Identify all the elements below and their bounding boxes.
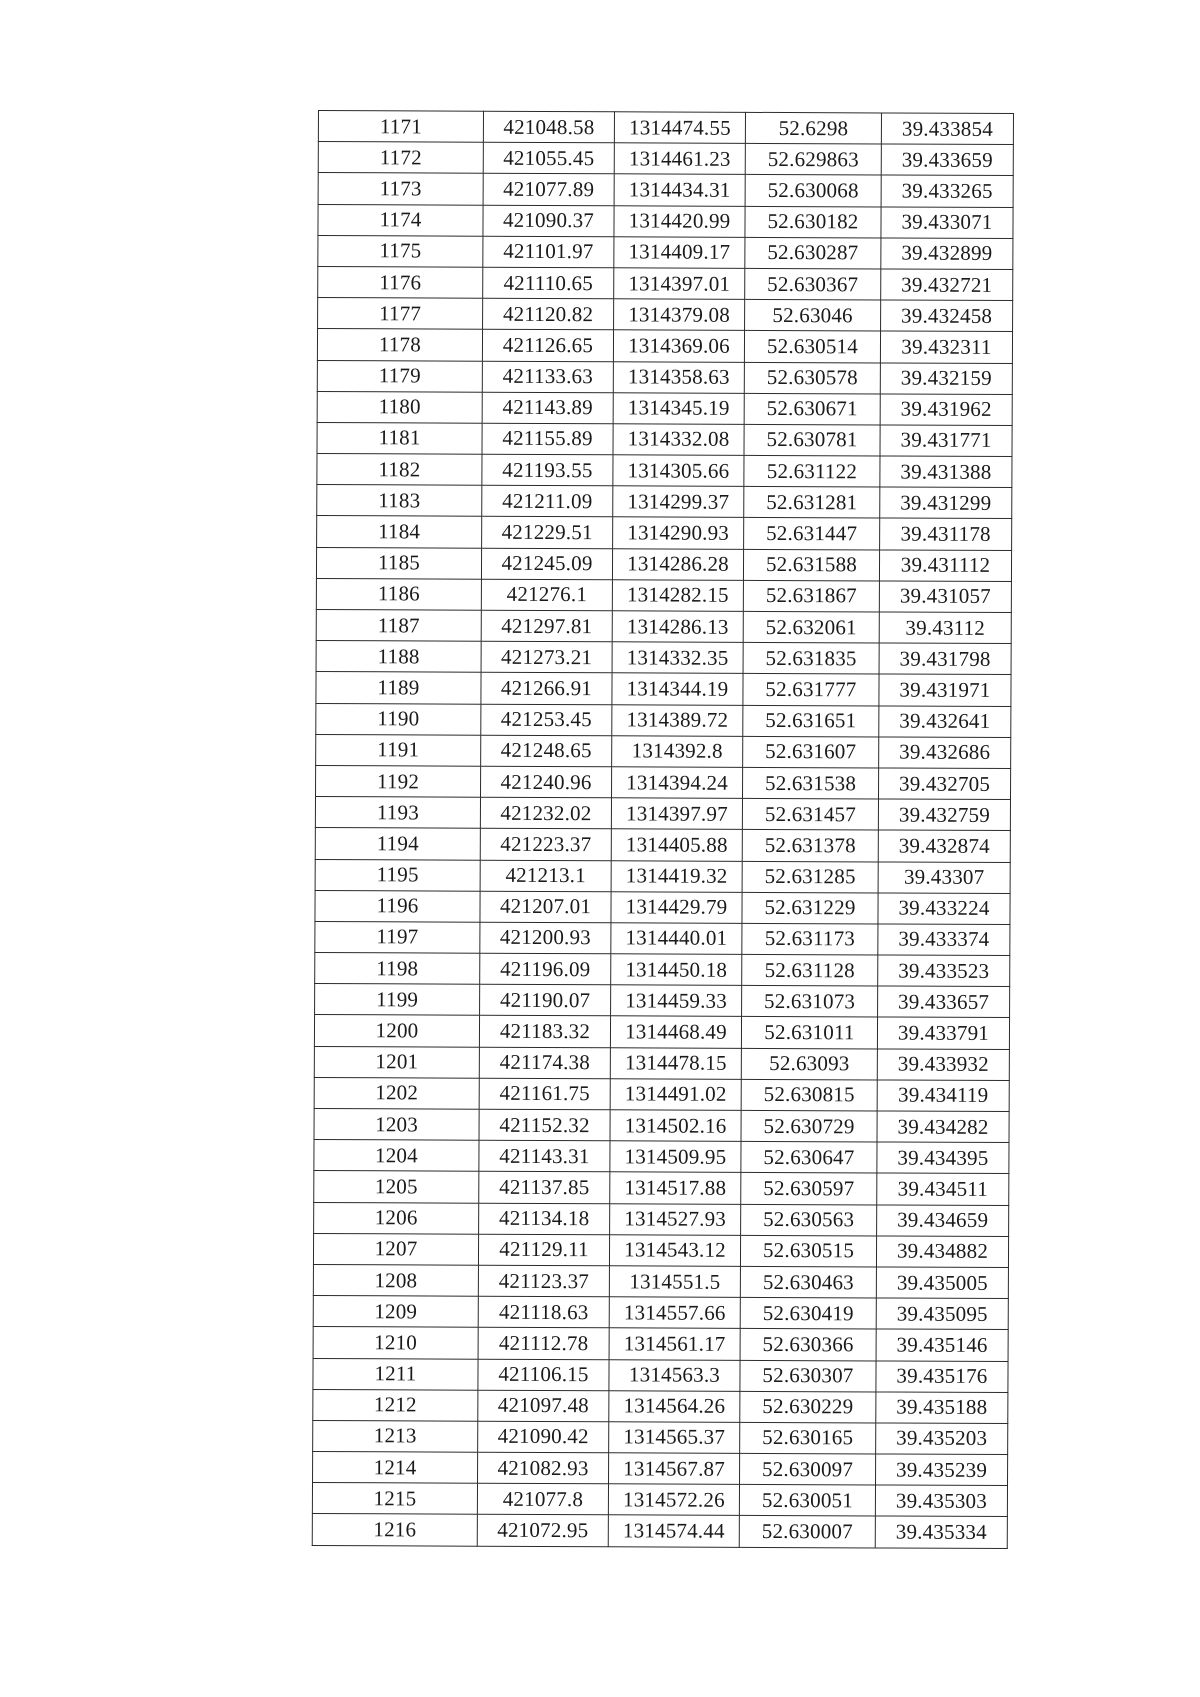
latitude-cell: 52.631122 bbox=[744, 455, 880, 487]
y-coordinate-cell: 1314440.01 bbox=[611, 923, 742, 955]
latitude-cell: 52.630229 bbox=[740, 1391, 876, 1423]
latitude-cell: 52.630307 bbox=[740, 1360, 876, 1392]
latitude-cell: 52.630051 bbox=[739, 1485, 875, 1517]
y-coordinate-cell: 1314474.55 bbox=[614, 112, 745, 144]
point-number-cell: 1207 bbox=[313, 1233, 478, 1265]
longitude-cell: 39.435176 bbox=[876, 1360, 1008, 1392]
latitude-cell: 52.632061 bbox=[743, 611, 879, 643]
longitude-cell: 39.432311 bbox=[880, 331, 1012, 363]
y-coordinate-cell: 1314450.18 bbox=[611, 954, 742, 986]
y-coordinate-cell: 1314286.13 bbox=[612, 611, 743, 643]
point-number-cell: 1174 bbox=[318, 204, 483, 236]
y-coordinate-cell: 1314332.08 bbox=[613, 424, 744, 456]
x-coordinate-cell: 421161.75 bbox=[479, 1078, 610, 1110]
y-coordinate-cell: 1314434.31 bbox=[614, 174, 745, 206]
x-coordinate-cell: 421266.91 bbox=[481, 673, 612, 705]
table-row bbox=[313, 1264, 1008, 1298]
y-coordinate-cell: 1314551.5 bbox=[609, 1266, 740, 1298]
x-coordinate-cell: 421232.02 bbox=[480, 797, 611, 829]
coordinates-table-body bbox=[312, 111, 1013, 1549]
y-coordinate-cell: 1314379.08 bbox=[614, 299, 745, 331]
x-coordinate-cell: 421112.78 bbox=[478, 1328, 609, 1360]
longitude-cell: 39.431178 bbox=[880, 518, 1012, 550]
latitude-cell: 52.631835 bbox=[743, 643, 879, 675]
point-number-cell: 1178 bbox=[317, 329, 482, 361]
point-number-cell: 1192 bbox=[316, 765, 481, 797]
table-row bbox=[317, 516, 1012, 550]
table-row bbox=[315, 859, 1010, 893]
table-row bbox=[316, 547, 1011, 581]
x-coordinate-cell: 421077.89 bbox=[483, 174, 614, 206]
longitude-cell: 39.431388 bbox=[880, 456, 1012, 488]
point-number-cell: 1191 bbox=[316, 734, 481, 766]
latitude-cell: 52.631447 bbox=[744, 518, 880, 550]
x-coordinate-cell: 421082.93 bbox=[478, 1452, 609, 1484]
y-coordinate-cell: 1314429.79 bbox=[611, 891, 742, 923]
point-number-cell: 1196 bbox=[315, 890, 480, 922]
table-row bbox=[318, 173, 1013, 207]
point-number-cell: 1194 bbox=[315, 828, 480, 860]
y-coordinate-cell: 1314572.26 bbox=[608, 1484, 739, 1516]
point-number-cell: 1181 bbox=[317, 422, 482, 454]
latitude-cell: 52.631588 bbox=[743, 549, 879, 581]
latitude-cell: 52.630068 bbox=[745, 175, 881, 207]
point-number-cell: 1195 bbox=[315, 859, 480, 891]
longitude-cell: 39.431971 bbox=[879, 674, 1011, 706]
longitude-cell: 39.432874 bbox=[878, 830, 1010, 862]
y-coordinate-cell: 1314543.12 bbox=[609, 1235, 740, 1267]
table-row bbox=[312, 1483, 1007, 1517]
x-coordinate-cell: 421077.8 bbox=[477, 1483, 608, 1515]
latitude-cell: 52.631607 bbox=[743, 736, 879, 768]
point-number-cell: 1187 bbox=[316, 609, 481, 641]
x-coordinate-cell: 421143.31 bbox=[479, 1140, 610, 1172]
table-row bbox=[317, 485, 1012, 519]
table-row bbox=[313, 1358, 1008, 1392]
table-row bbox=[316, 672, 1011, 706]
y-coordinate-cell: 1314561.17 bbox=[609, 1328, 740, 1360]
longitude-cell: 39.432899 bbox=[881, 238, 1013, 270]
longitude-cell: 39.435203 bbox=[876, 1423, 1008, 1455]
longitude-cell: 39.431771 bbox=[880, 425, 1012, 457]
table-row bbox=[315, 953, 1010, 987]
point-number-cell: 1184 bbox=[317, 516, 482, 548]
point-number-cell: 1216 bbox=[312, 1514, 477, 1546]
longitude-cell: 39.432159 bbox=[880, 362, 1012, 394]
latitude-cell: 52.630578 bbox=[744, 362, 880, 394]
y-coordinate-cell: 1314299.37 bbox=[613, 486, 744, 518]
table-row bbox=[317, 391, 1012, 425]
x-coordinate-cell: 421213.1 bbox=[480, 860, 611, 892]
latitude-cell: 52.630463 bbox=[740, 1266, 876, 1298]
point-number-cell: 1215 bbox=[312, 1483, 477, 1515]
point-number-cell: 1209 bbox=[313, 1296, 478, 1328]
latitude-cell: 52.631777 bbox=[743, 674, 879, 706]
table-row bbox=[314, 1108, 1009, 1142]
x-coordinate-cell: 421211.09 bbox=[482, 485, 613, 517]
longitude-cell: 39.431299 bbox=[880, 487, 1012, 519]
y-coordinate-cell: 1314397.97 bbox=[611, 798, 742, 830]
x-coordinate-cell: 421090.37 bbox=[483, 205, 614, 237]
x-coordinate-cell: 421118.63 bbox=[478, 1296, 609, 1328]
x-coordinate-cell: 421072.95 bbox=[477, 1515, 608, 1547]
x-coordinate-cell: 421120.82 bbox=[483, 298, 614, 330]
latitude-cell: 52.630165 bbox=[740, 1422, 876, 1454]
table-row bbox=[318, 266, 1013, 300]
latitude-cell: 52.631128 bbox=[742, 954, 878, 986]
point-number-cell: 1177 bbox=[318, 298, 483, 330]
point-number-cell: 1212 bbox=[313, 1389, 478, 1421]
longitude-cell: 39.435146 bbox=[876, 1329, 1008, 1361]
point-number-cell: 1188 bbox=[316, 641, 481, 673]
latitude-cell: 52.631457 bbox=[742, 798, 878, 830]
point-number-cell: 1197 bbox=[315, 921, 480, 953]
point-number-cell: 1214 bbox=[313, 1452, 478, 1484]
table-row bbox=[313, 1420, 1008, 1454]
y-coordinate-cell: 1314394.24 bbox=[612, 767, 743, 799]
latitude-cell: 52.630781 bbox=[744, 424, 880, 456]
longitude-cell: 39.431112 bbox=[879, 550, 1011, 582]
x-coordinate-cell: 421155.89 bbox=[482, 423, 613, 455]
x-coordinate-cell: 421223.37 bbox=[480, 829, 611, 861]
table-row bbox=[317, 422, 1012, 456]
table-row bbox=[316, 609, 1011, 643]
x-coordinate-cell: 421200.93 bbox=[480, 922, 611, 954]
x-coordinate-cell: 421240.96 bbox=[481, 766, 612, 798]
latitude-cell: 52.631285 bbox=[742, 861, 878, 893]
latitude-cell: 52.630563 bbox=[741, 1204, 877, 1236]
longitude-cell: 39.435005 bbox=[876, 1267, 1008, 1299]
x-coordinate-cell: 421101.97 bbox=[483, 236, 614, 268]
table-row bbox=[315, 828, 1010, 862]
table-row bbox=[316, 641, 1011, 675]
x-coordinate-cell: 421110.65 bbox=[483, 267, 614, 299]
table-row bbox=[313, 1233, 1008, 1267]
longitude-cell: 39.432705 bbox=[878, 768, 1010, 800]
longitude-cell: 39.435334 bbox=[875, 1516, 1007, 1548]
point-number-cell: 1201 bbox=[314, 1046, 479, 1078]
point-number-cell: 1199 bbox=[315, 984, 480, 1016]
point-number-cell: 1206 bbox=[314, 1202, 479, 1234]
longitude-cell: 39.434882 bbox=[876, 1236, 1008, 1268]
y-coordinate-cell: 1314405.88 bbox=[611, 829, 742, 861]
table-row bbox=[316, 734, 1011, 768]
point-number-cell: 1200 bbox=[314, 1015, 479, 1047]
point-number-cell: 1189 bbox=[316, 672, 481, 704]
point-number-cell: 1186 bbox=[316, 578, 481, 610]
y-coordinate-cell: 1314509.95 bbox=[610, 1141, 741, 1173]
y-coordinate-cell: 1314305.66 bbox=[613, 455, 744, 487]
x-coordinate-cell: 421273.21 bbox=[481, 641, 612, 673]
latitude-cell: 52.630097 bbox=[740, 1453, 876, 1485]
point-number-cell: 1175 bbox=[318, 235, 483, 267]
y-coordinate-cell: 1314369.06 bbox=[613, 330, 744, 362]
longitude-cell: 39.431798 bbox=[879, 643, 1011, 675]
point-number-cell: 1210 bbox=[313, 1327, 478, 1359]
longitude-cell: 39.434511 bbox=[877, 1173, 1009, 1205]
x-coordinate-cell: 421137.85 bbox=[479, 1172, 610, 1204]
y-coordinate-cell: 1314565.37 bbox=[609, 1422, 740, 1454]
y-coordinate-cell: 1314461.23 bbox=[614, 143, 745, 175]
x-coordinate-cell: 421229.51 bbox=[482, 517, 613, 549]
longitude-cell: 39.431057 bbox=[879, 581, 1011, 613]
latitude-cell: 52.630366 bbox=[740, 1329, 876, 1361]
x-coordinate-cell: 421134.18 bbox=[479, 1203, 610, 1235]
point-number-cell: 1185 bbox=[316, 547, 481, 579]
longitude-cell: 39.43112 bbox=[879, 612, 1011, 644]
longitude-cell: 39.433374 bbox=[878, 924, 1010, 956]
point-number-cell: 1211 bbox=[313, 1358, 478, 1390]
point-number-cell: 1204 bbox=[314, 1140, 479, 1172]
longitude-cell: 39.432686 bbox=[879, 737, 1011, 769]
latitude-cell: 52.631378 bbox=[742, 830, 878, 862]
latitude-cell: 52.63093 bbox=[741, 1048, 877, 1080]
latitude-cell: 52.630515 bbox=[740, 1235, 876, 1267]
x-coordinate-cell: 421097.48 bbox=[478, 1390, 609, 1422]
table-row bbox=[317, 454, 1012, 488]
latitude-cell: 52.630367 bbox=[745, 268, 881, 300]
longitude-cell: 39.432759 bbox=[878, 799, 1010, 831]
x-coordinate-cell: 421276.1 bbox=[481, 579, 612, 611]
table-row bbox=[315, 984, 1010, 1018]
table-row bbox=[313, 1452, 1008, 1486]
longitude-cell: 39.43307 bbox=[878, 861, 1010, 893]
coordinates-table bbox=[312, 110, 1014, 1549]
longitude-cell: 39.433659 bbox=[881, 144, 1013, 176]
x-coordinate-cell: 421090.42 bbox=[478, 1421, 609, 1453]
longitude-cell: 39.435303 bbox=[875, 1485, 1007, 1517]
point-number-cell: 1171 bbox=[318, 111, 483, 143]
table-row bbox=[317, 360, 1012, 394]
x-coordinate-cell: 421245.09 bbox=[481, 548, 612, 580]
x-coordinate-cell: 421193.55 bbox=[482, 454, 613, 486]
y-coordinate-cell: 1314563.3 bbox=[609, 1359, 740, 1391]
x-coordinate-cell: 421248.65 bbox=[481, 735, 612, 767]
x-coordinate-cell: 421174.38 bbox=[479, 1047, 610, 1079]
point-number-cell: 1176 bbox=[318, 266, 483, 298]
x-coordinate-cell: 421183.32 bbox=[479, 1016, 610, 1048]
y-coordinate-cell: 1314282.15 bbox=[612, 580, 743, 612]
y-coordinate-cell: 1314420.99 bbox=[614, 205, 745, 237]
latitude-cell: 52.630815 bbox=[741, 1079, 877, 1111]
table-row bbox=[314, 1046, 1009, 1080]
table-row bbox=[318, 111, 1013, 145]
latitude-cell: 52.631651 bbox=[743, 705, 879, 737]
latitude-cell: 52.631867 bbox=[743, 580, 879, 612]
y-coordinate-cell: 1314491.02 bbox=[610, 1079, 741, 1111]
longitude-cell: 39.435095 bbox=[876, 1298, 1008, 1330]
longitude-cell: 39.432641 bbox=[879, 706, 1011, 738]
y-coordinate-cell: 1314459.33 bbox=[611, 985, 742, 1017]
y-coordinate-cell: 1314409.17 bbox=[614, 237, 745, 269]
point-number-cell: 1182 bbox=[317, 454, 482, 486]
latitude-cell: 52.631073 bbox=[742, 986, 878, 1018]
table-row bbox=[313, 1296, 1008, 1330]
latitude-cell: 52.630182 bbox=[745, 206, 881, 238]
table-row bbox=[316, 578, 1011, 612]
y-coordinate-cell: 1314557.66 bbox=[609, 1297, 740, 1329]
longitude-cell: 39.432721 bbox=[881, 269, 1013, 301]
latitude-cell: 52.630647 bbox=[741, 1142, 877, 1174]
y-coordinate-cell: 1314389.72 bbox=[612, 704, 743, 736]
latitude-cell: 52.630671 bbox=[744, 393, 880, 425]
table-row bbox=[313, 1327, 1008, 1361]
latitude-cell: 52.631011 bbox=[741, 1017, 877, 1049]
latitude-cell: 52.6298 bbox=[745, 112, 881, 144]
y-coordinate-cell: 1314358.63 bbox=[613, 361, 744, 393]
x-coordinate-cell: 421123.37 bbox=[478, 1265, 609, 1297]
y-coordinate-cell: 1314468.49 bbox=[610, 1016, 741, 1048]
latitude-cell: 52.630287 bbox=[745, 237, 881, 269]
point-number-cell: 1173 bbox=[318, 173, 483, 205]
x-coordinate-cell: 421253.45 bbox=[481, 704, 612, 736]
longitude-cell: 39.434119 bbox=[877, 1080, 1009, 1112]
latitude-cell: 52.631229 bbox=[742, 892, 878, 924]
table-row bbox=[316, 765, 1011, 799]
y-coordinate-cell: 1314574.44 bbox=[608, 1515, 739, 1547]
x-coordinate-cell: 421055.45 bbox=[483, 142, 614, 174]
longitude-cell: 39.433224 bbox=[878, 893, 1010, 925]
table-row bbox=[315, 921, 1010, 955]
point-number-cell: 1213 bbox=[313, 1420, 478, 1452]
longitude-cell: 39.433523 bbox=[878, 955, 1010, 987]
point-number-cell: 1172 bbox=[318, 142, 483, 174]
y-coordinate-cell: 1314286.28 bbox=[612, 548, 743, 580]
table-row bbox=[315, 797, 1010, 831]
y-coordinate-cell: 1314344.19 bbox=[612, 673, 743, 705]
x-coordinate-cell: 421133.63 bbox=[482, 361, 613, 393]
latitude-cell: 52.630597 bbox=[741, 1173, 877, 1205]
y-coordinate-cell: 1314397.01 bbox=[614, 268, 745, 300]
latitude-cell: 52.630419 bbox=[740, 1297, 876, 1329]
longitude-cell: 39.431962 bbox=[880, 394, 1012, 426]
latitude-cell: 52.630514 bbox=[744, 331, 880, 363]
point-number-cell: 1202 bbox=[314, 1077, 479, 1109]
point-number-cell: 1190 bbox=[316, 703, 481, 735]
longitude-cell: 39.434282 bbox=[877, 1111, 1009, 1143]
x-coordinate-cell: 421048.58 bbox=[483, 111, 614, 143]
table-row bbox=[314, 1140, 1009, 1174]
x-coordinate-cell: 421129.11 bbox=[478, 1234, 609, 1266]
latitude-cell: 52.631281 bbox=[744, 487, 880, 519]
table-row bbox=[312, 1514, 1007, 1548]
point-number-cell: 1179 bbox=[317, 360, 482, 392]
table-row bbox=[318, 235, 1013, 269]
y-coordinate-cell: 1314392.8 bbox=[612, 736, 743, 768]
longitude-cell: 39.433932 bbox=[877, 1049, 1009, 1081]
x-coordinate-cell: 421190.07 bbox=[480, 984, 611, 1016]
x-coordinate-cell: 421297.81 bbox=[481, 610, 612, 642]
point-number-cell: 1193 bbox=[315, 797, 480, 829]
latitude-cell: 52.629863 bbox=[745, 144, 881, 176]
longitude-cell: 39.434659 bbox=[877, 1205, 1009, 1237]
y-coordinate-cell: 1314527.93 bbox=[610, 1203, 741, 1235]
table-row bbox=[315, 890, 1010, 924]
table-row bbox=[314, 1171, 1009, 1205]
table-row bbox=[318, 142, 1013, 176]
y-coordinate-cell: 1314517.88 bbox=[610, 1172, 741, 1204]
x-coordinate-cell: 421143.89 bbox=[482, 392, 613, 424]
longitude-cell: 39.433854 bbox=[881, 113, 1013, 145]
y-coordinate-cell: 1314564.26 bbox=[609, 1390, 740, 1422]
x-coordinate-cell: 421152.32 bbox=[479, 1109, 610, 1141]
table-row bbox=[314, 1202, 1009, 1236]
x-coordinate-cell: 421207.01 bbox=[480, 891, 611, 923]
table-row bbox=[318, 204, 1013, 238]
y-coordinate-cell: 1314419.32 bbox=[611, 860, 742, 892]
point-number-cell: 1208 bbox=[313, 1264, 478, 1296]
table-row bbox=[314, 1077, 1009, 1111]
x-coordinate-cell: 421196.09 bbox=[480, 953, 611, 985]
x-coordinate-cell: 421126.65 bbox=[482, 330, 613, 362]
latitude-cell: 52.631538 bbox=[743, 767, 879, 799]
table-row bbox=[314, 1015, 1009, 1049]
latitude-cell: 52.631173 bbox=[742, 923, 878, 955]
latitude-cell: 52.63046 bbox=[745, 299, 881, 331]
point-number-cell: 1180 bbox=[317, 391, 482, 423]
table-row bbox=[313, 1389, 1008, 1423]
y-coordinate-cell: 1314290.93 bbox=[613, 517, 744, 549]
y-coordinate-cell: 1314502.16 bbox=[610, 1110, 741, 1142]
longitude-cell: 39.435239 bbox=[876, 1454, 1008, 1486]
latitude-cell: 52.630007 bbox=[739, 1516, 875, 1548]
longitude-cell: 39.433791 bbox=[877, 1017, 1009, 1049]
longitude-cell: 39.435188 bbox=[876, 1392, 1008, 1424]
point-number-cell: 1205 bbox=[314, 1171, 479, 1203]
y-coordinate-cell: 1314332.35 bbox=[612, 642, 743, 674]
y-coordinate-cell: 1314478.15 bbox=[610, 1047, 741, 1079]
longitude-cell: 39.432458 bbox=[881, 300, 1013, 332]
longitude-cell: 39.433265 bbox=[881, 175, 1013, 207]
point-number-cell: 1198 bbox=[315, 953, 480, 985]
point-number-cell: 1183 bbox=[317, 485, 482, 517]
x-coordinate-cell: 421106.15 bbox=[478, 1359, 609, 1391]
y-coordinate-cell: 1314567.87 bbox=[609, 1453, 740, 1485]
longitude-cell: 39.433657 bbox=[878, 986, 1010, 1018]
table-row bbox=[317, 329, 1012, 363]
longitude-cell: 39.433071 bbox=[881, 207, 1013, 239]
latitude-cell: 52.630729 bbox=[741, 1110, 877, 1142]
longitude-cell: 39.434395 bbox=[877, 1142, 1009, 1174]
point-number-cell: 1203 bbox=[314, 1108, 479, 1140]
y-coordinate-cell: 1314345.19 bbox=[613, 392, 744, 424]
table-row bbox=[318, 298, 1013, 332]
table-row bbox=[316, 703, 1011, 737]
